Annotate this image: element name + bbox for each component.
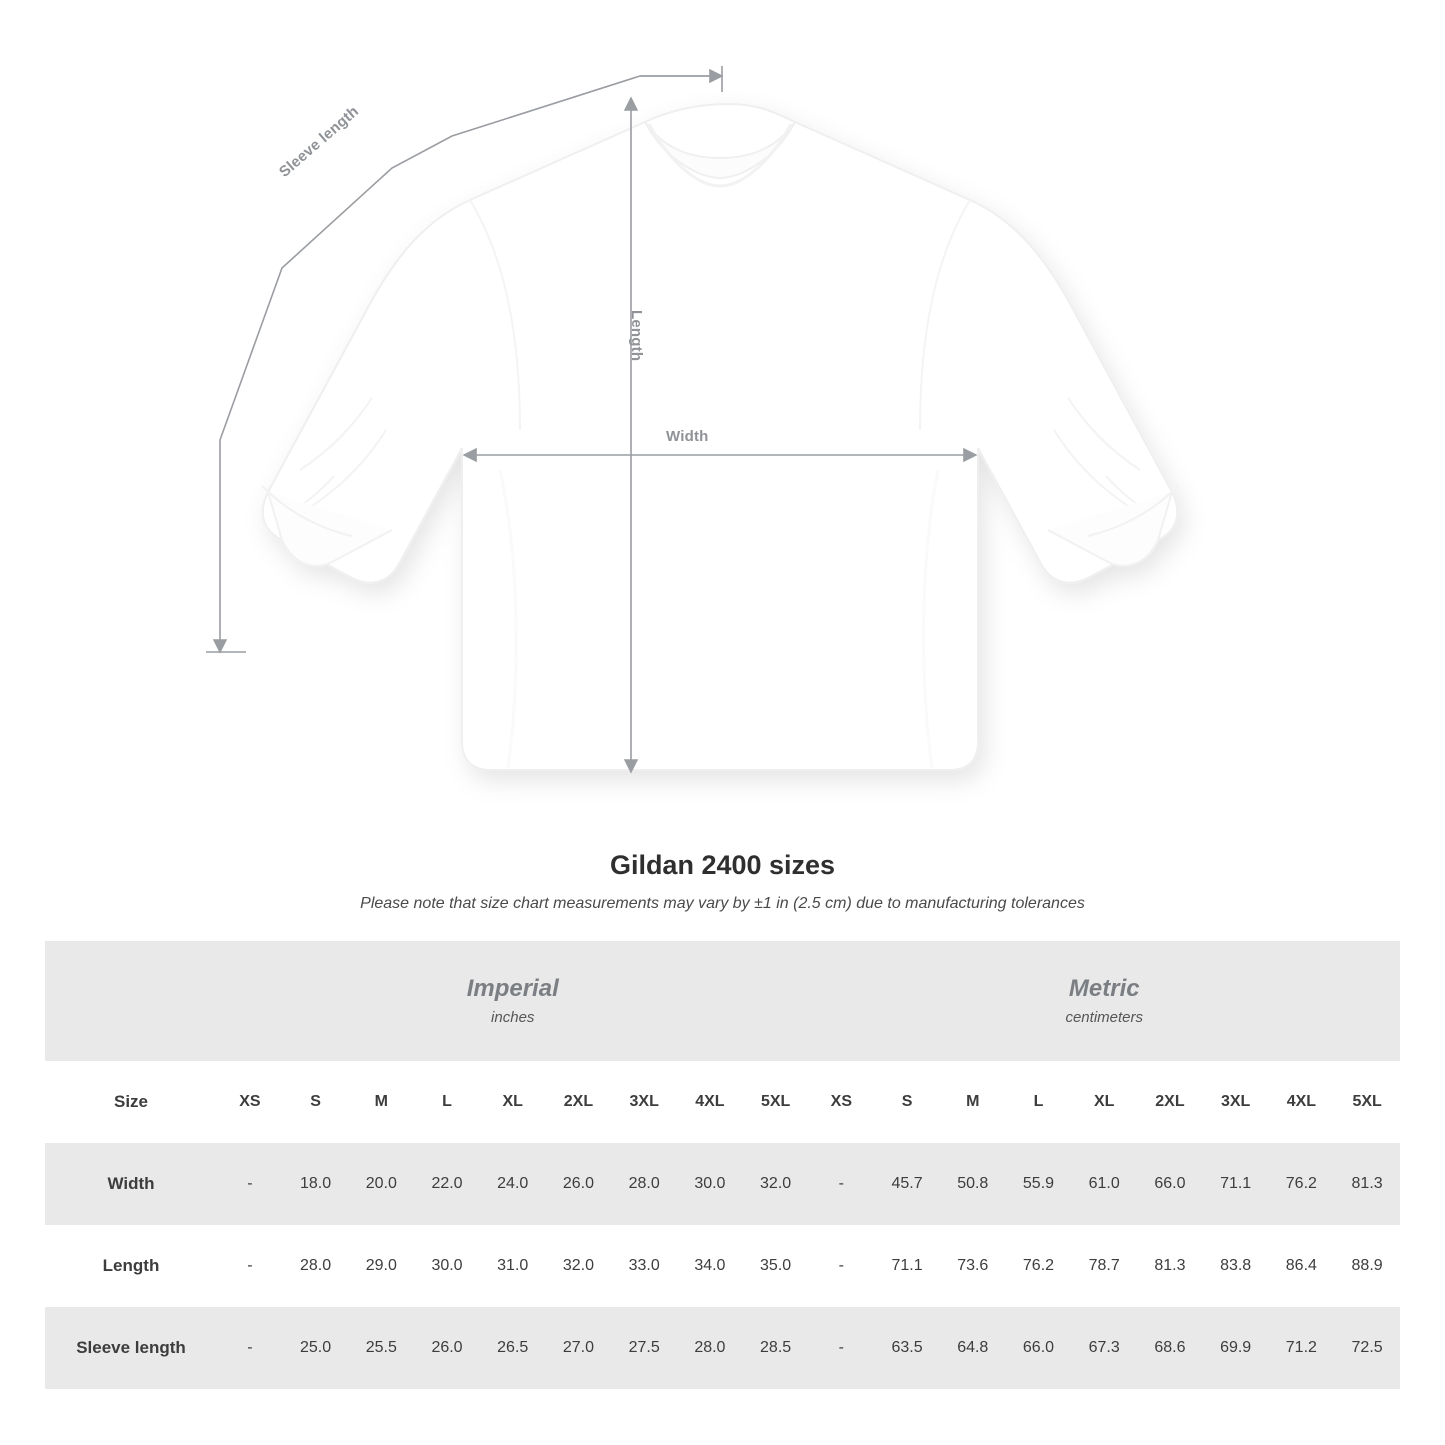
title-block [0, 850, 1445, 913]
measurement-cell: 76.2 [1006, 1225, 1072, 1307]
measurement-cell: 26.0 [546, 1143, 612, 1225]
shirt-shape [262, 104, 1178, 770]
measurement-cell: 55.9 [1006, 1143, 1072, 1225]
unit-header-imperial [217, 941, 808, 1061]
unit-name: Metric [1068, 975, 1140, 1003]
measurement-cell: 28.0 [677, 1307, 743, 1389]
measurement-cell: 50.8 [940, 1143, 1006, 1225]
measurement-cell: 34.0 [677, 1225, 743, 1307]
measurement-cell: 71.2 [1269, 1307, 1335, 1389]
measurement-cell: 64.8 [940, 1307, 1006, 1389]
unit-subtitle: inches [491, 1008, 535, 1026]
table-row [45, 1225, 1400, 1307]
measurement-cell: 28.0 [283, 1225, 349, 1307]
measurement-cell: - [808, 1143, 874, 1225]
measurement-cell: - [217, 1143, 283, 1225]
size-column-header: XL [480, 1061, 546, 1143]
measurement-cell: 30.0 [677, 1143, 743, 1225]
measurement-cell: 45.7 [874, 1143, 940, 1225]
measurement-cell: 88.9 [1334, 1225, 1400, 1307]
measurement-cell: 24.0 [480, 1143, 546, 1225]
measurement-cell: 30.0 [414, 1225, 480, 1307]
sleeve-length-label: Sleeve length [276, 102, 363, 181]
measurement-cell: 68.6 [1137, 1307, 1203, 1389]
measurement-cell: 29.0 [348, 1225, 414, 1307]
row-label: Sleeve length [45, 1307, 217, 1389]
measurement-cell: 33.0 [611, 1225, 677, 1307]
row-label: Length [45, 1225, 217, 1307]
page-title: Gildan 2400 sizes [609, 850, 836, 880]
measurement-cell: 27.5 [611, 1307, 677, 1389]
size-column-header: S [283, 1061, 349, 1143]
measurement-cell: 72.5 [1334, 1307, 1400, 1389]
unit-subtitle: centimeters [1065, 1008, 1143, 1026]
size-column-header: L [1006, 1061, 1072, 1143]
unit-header-row [45, 941, 1400, 1061]
size-column-header: M [348, 1061, 414, 1143]
measurement-cell: - [217, 1225, 283, 1307]
measurement-cell: - [217, 1307, 283, 1389]
measurement-cell: 73.6 [940, 1225, 1006, 1307]
measurement-cell: 81.3 [1137, 1225, 1203, 1307]
size-column-header: 3XL [1203, 1061, 1269, 1143]
size-column-header: M [940, 1061, 1006, 1143]
measurement-cell: 61.0 [1071, 1143, 1137, 1225]
table-row [45, 1143, 1400, 1225]
measurement-cell: 26.5 [480, 1307, 546, 1389]
size-column-header: XL [1071, 1061, 1137, 1143]
size-column-header: S [874, 1061, 940, 1143]
size-column-header: L [414, 1061, 480, 1143]
row-label: Width [45, 1143, 217, 1225]
measurement-cell: 66.0 [1006, 1307, 1072, 1389]
size-column-header: 2XL [1137, 1061, 1203, 1143]
size-column-header: 5XL [743, 1061, 809, 1143]
measurement-cell: 86.4 [1269, 1225, 1335, 1307]
size-header-label: Size [45, 1061, 217, 1143]
unit-header-metric [808, 941, 1400, 1061]
size-column-header: 4XL [677, 1061, 743, 1143]
measurement-cell: 69.9 [1203, 1307, 1269, 1389]
measurement-cell: 81.3 [1334, 1143, 1400, 1225]
measurement-cell: 20.0 [348, 1143, 414, 1225]
measurement-cell: 22.0 [414, 1143, 480, 1225]
measurement-cell: 18.0 [283, 1143, 349, 1225]
width-label: Width [666, 428, 709, 445]
measurement-cell: 28.5 [743, 1307, 809, 1389]
measurement-cell: 25.0 [283, 1307, 349, 1389]
measurement-cell: 71.1 [1203, 1143, 1269, 1225]
measurement-cell: 63.5 [874, 1307, 940, 1389]
size-column-header: 5XL [1334, 1061, 1400, 1143]
table-row [45, 1307, 1400, 1389]
measurement-cell: - [808, 1307, 874, 1389]
size-header-row [45, 1061, 1400, 1143]
size-column-header: XS [217, 1061, 283, 1143]
size-chart [45, 941, 1400, 1389]
measurement-cell: 32.0 [743, 1143, 809, 1225]
measurement-cell: - [808, 1225, 874, 1307]
size-column-header: 2XL [546, 1061, 612, 1143]
measurement-cell: 28.0 [611, 1143, 677, 1225]
measurement-cell: 27.0 [546, 1307, 612, 1389]
measurement-cell: 71.1 [874, 1225, 940, 1307]
size-column-header: 3XL [611, 1061, 677, 1143]
unit-name: Imperial [466, 975, 559, 1003]
unit-header-spacer [45, 941, 217, 1061]
measurement-cell: 32.0 [546, 1225, 612, 1307]
measurement-cell: 31.0 [480, 1225, 546, 1307]
tolerance-note: Please note that size chart measurements may vary by ±1 in (2.5 cm) due to manufacturing tolerances [360, 895, 1085, 912]
length-label: Length [628, 310, 645, 362]
measurement-cell: 66.0 [1137, 1143, 1203, 1225]
measurement-cell: 26.0 [414, 1307, 480, 1389]
measurement-cell: 25.5 [348, 1307, 414, 1389]
measurement-cell: 83.8 [1203, 1225, 1269, 1307]
measurement-cell: 67.3 [1071, 1307, 1137, 1389]
measurement-cell: 35.0 [743, 1225, 809, 1307]
size-column-header: 4XL [1269, 1061, 1335, 1143]
measurement-cell: 78.7 [1071, 1225, 1137, 1307]
size-table [45, 941, 1400, 1389]
measurement-cell: 76.2 [1269, 1143, 1335, 1225]
size-column-header: XS [808, 1061, 874, 1143]
